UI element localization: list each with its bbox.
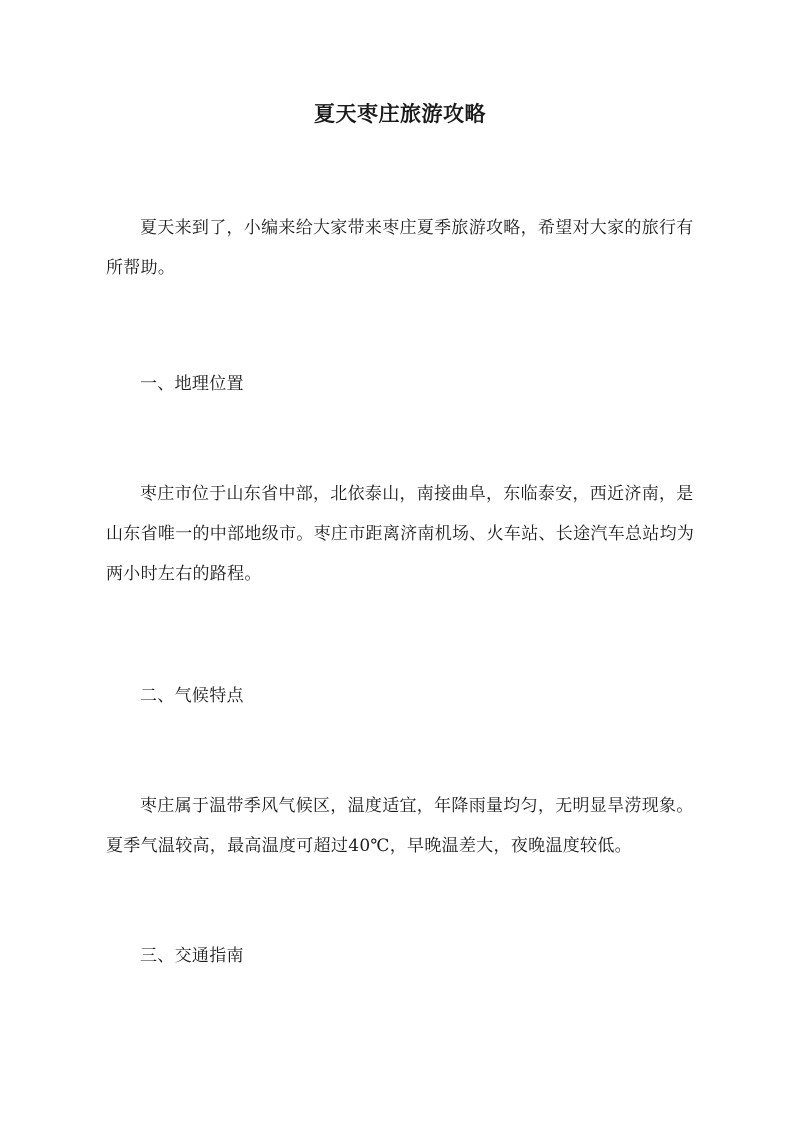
- section-heading-transport: 三、交通指南: [140, 946, 244, 966]
- section-heading-location: 一、地理位置: [140, 374, 244, 394]
- section-heading-climate: 二、气候特点: [140, 686, 244, 706]
- section-body-climate: 枣庄属于温带季风气候区，温度适宜，年降雨量均匀，无明显旱涝现象。夏季气温较高，最高温度可超过40℃，早晚温差大，夜晚温度较低。: [106, 796, 694, 856]
- section-body-location: 枣庄市位于山东省中部，北依泰山，南接曲阜，东临泰安，西近济南，是山东省唯一的中部地级市。枣庄市距离济南机场、火车站、长途汽车总站均为两小时左右的路程。: [106, 484, 695, 584]
- intro-paragraph: 夏天来到了，小编来给大家带来枣庄夏季旅游攻略，希望对大家的旅行有所帮助。: [106, 218, 694, 278]
- page-title: 夏天枣庄旅游攻略: [314, 101, 486, 126]
